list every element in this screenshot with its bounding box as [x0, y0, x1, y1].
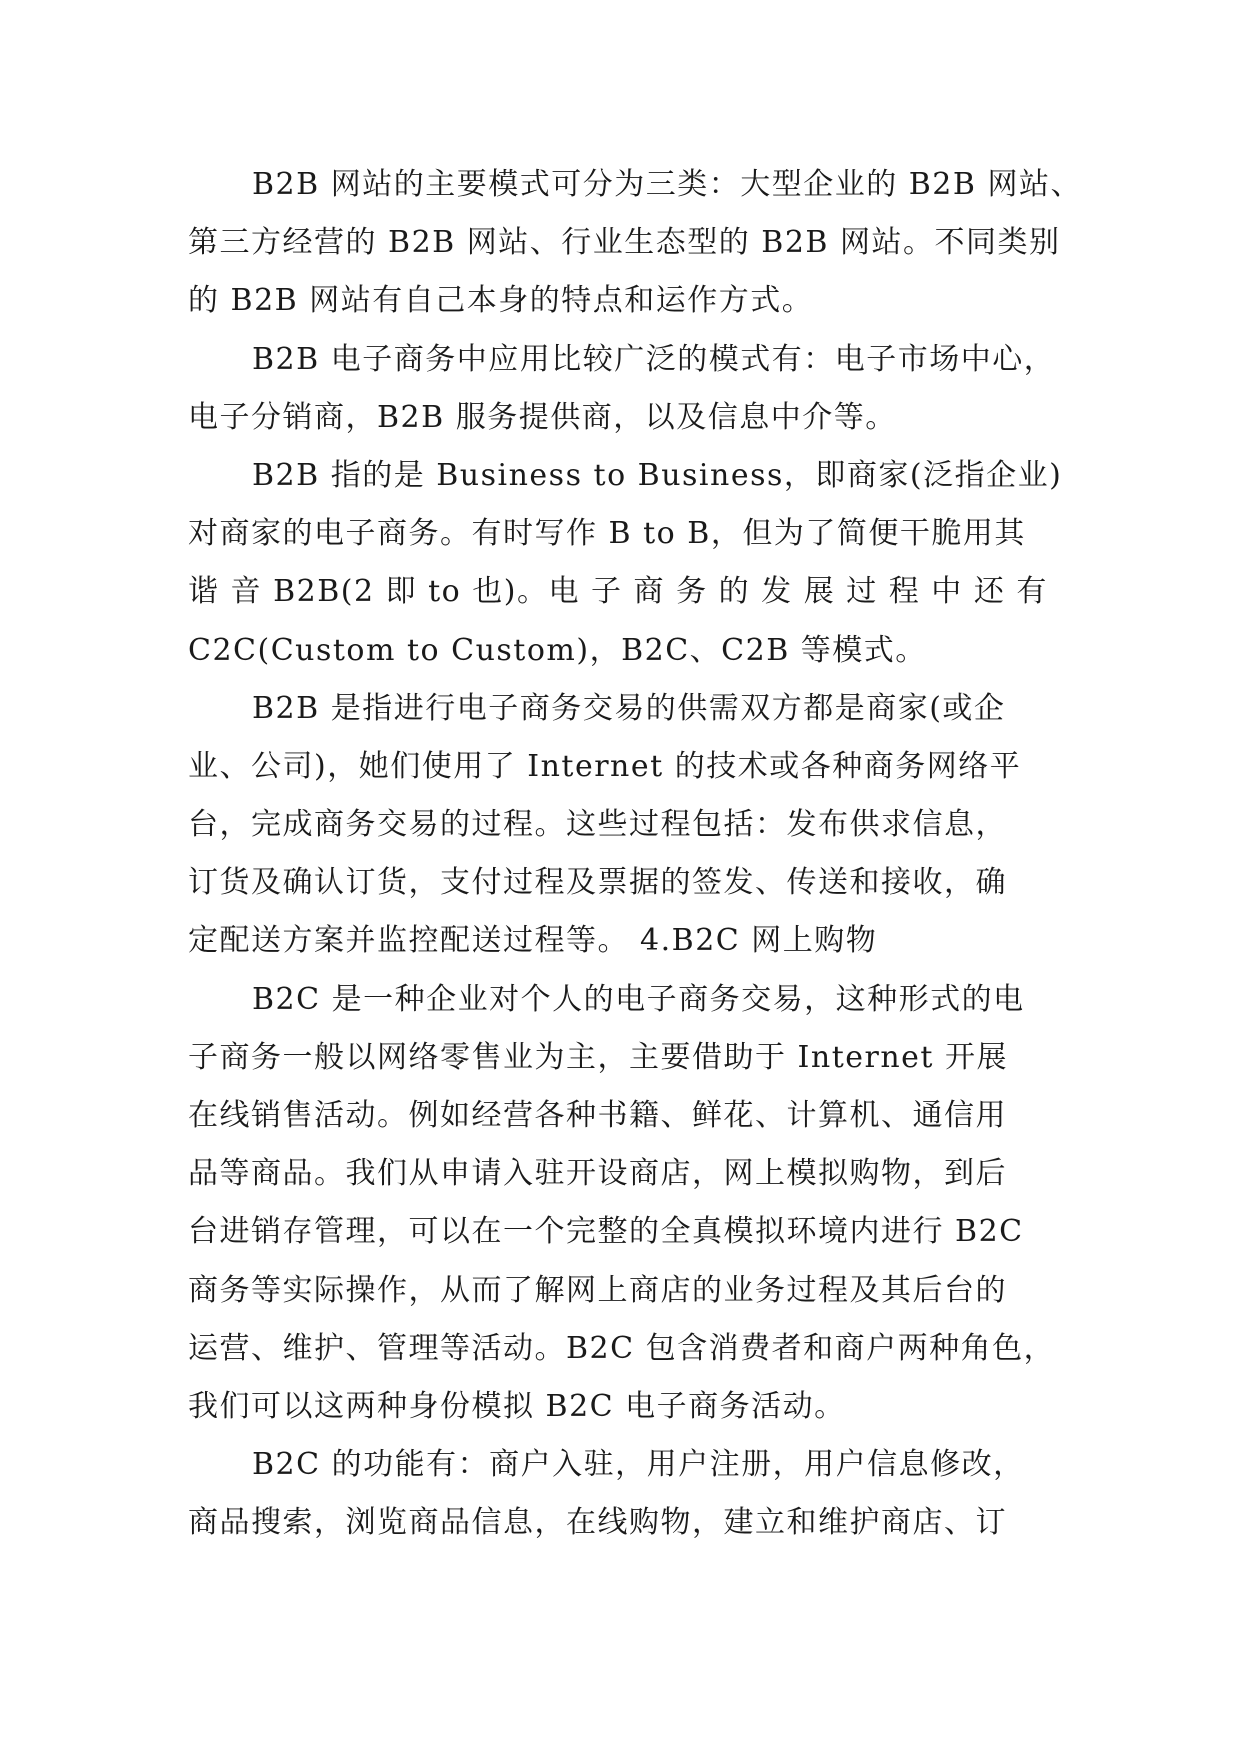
paragraph-5-line-8: 我们可以这两种身份模拟 B2C 电子商务活动。: [188, 1388, 846, 1424]
paragraph-5-line-3: 在线销售活动。例如经营各种书籍、鲜花、计算机、通信用: [188, 1098, 1007, 1133]
paragraph-1-line-3: 的 B2B 网站有自己本身的特点和运作方式。: [188, 283, 814, 319]
paragraph-3-line-2: 对商家的电子商务。有时写作 B to B，但为了简便干脆用其: [188, 516, 1026, 552]
paragraph-5-line-1: B2C 是一种企业对个人的电子商务交易，这种形式的电: [252, 981, 1025, 1017]
paragraph-5-line-6: 商务等实际操作，从而了解网上商店的业务过程及其后台的: [188, 1272, 1007, 1308]
paragraph-3-line-3: 谐 音 B2B(2 即 to 也)。电 子 商 务 的 发 展 过 程 中 还 有: [188, 574, 1048, 610]
paragraph-4-line-3: 台，完成商务交易的过程。这些过程包括：发布供求信息，: [188, 807, 1007, 843]
paragraph-4-line-2: 业、公司)，她们使用了 Internet 的技术或各种商务网络平: [188, 748, 1022, 784]
paragraph-5-line-2: 子商务一般以网络零售业为主，主要借助于 Internet 开展: [188, 1039, 1009, 1075]
paragraph-4-line-5: 定配送方案并监控配送过程等。 4.B2C 网上购物: [188, 923, 878, 959]
paragraph-2-line-1: B2B 电子商务中应用比较广泛的模式有：电子市场中心，: [252, 341, 1056, 377]
paragraph-5-line-5: 台进销存管理，可以在一个完整的全真模拟环境内进行 B2C: [188, 1214, 1024, 1250]
document-body: [188, 156, 1082, 1553]
paragraph-6-line-1: B2C 的功能有：商户入驻，用户注册，用户信息修改，: [252, 1447, 1025, 1483]
paragraph-2-line-2: 电子分销商，B2B 服务提供商，以及信息中介等。: [188, 399, 897, 435]
paragraph-1-line-2: 第三方经营的 B2B 网站、行业生态型的 B2B 网站。不同类别: [188, 225, 1061, 261]
paragraph-5-line-4: 品等商品。我们从申请入驻开设商店，网上模拟购物，到后: [188, 1156, 1007, 1192]
paragraph-1-line-1: B2B 网站的主要模式可分为三类：大型企业的 B2B 网站、: [252, 167, 1082, 202]
paragraph-5-line-7: 运营、维护、管理等活动。B2C 包含消费者和商户两种角色，: [188, 1330, 1056, 1366]
paragraph-3-line-1: B2B 指的是 Business to Business，即商家(泛指企业): [252, 457, 1063, 493]
paragraph-4-line-1: B2B 是指进行电子商务交易的供需双方都是商家(或企: [252, 690, 1006, 726]
paragraph-4-line-4: 订货及确认订货，支付过程及票据的签发、传送和接收，确: [188, 865, 1007, 901]
paragraph-6-line-2: 商品搜索，浏览商品信息，在线购物，建立和维护商店、订: [188, 1505, 1007, 1541]
paragraph-3-line-4: C2C(Custom to Custom)，B2C、C2B 等模式。: [188, 632, 927, 668]
